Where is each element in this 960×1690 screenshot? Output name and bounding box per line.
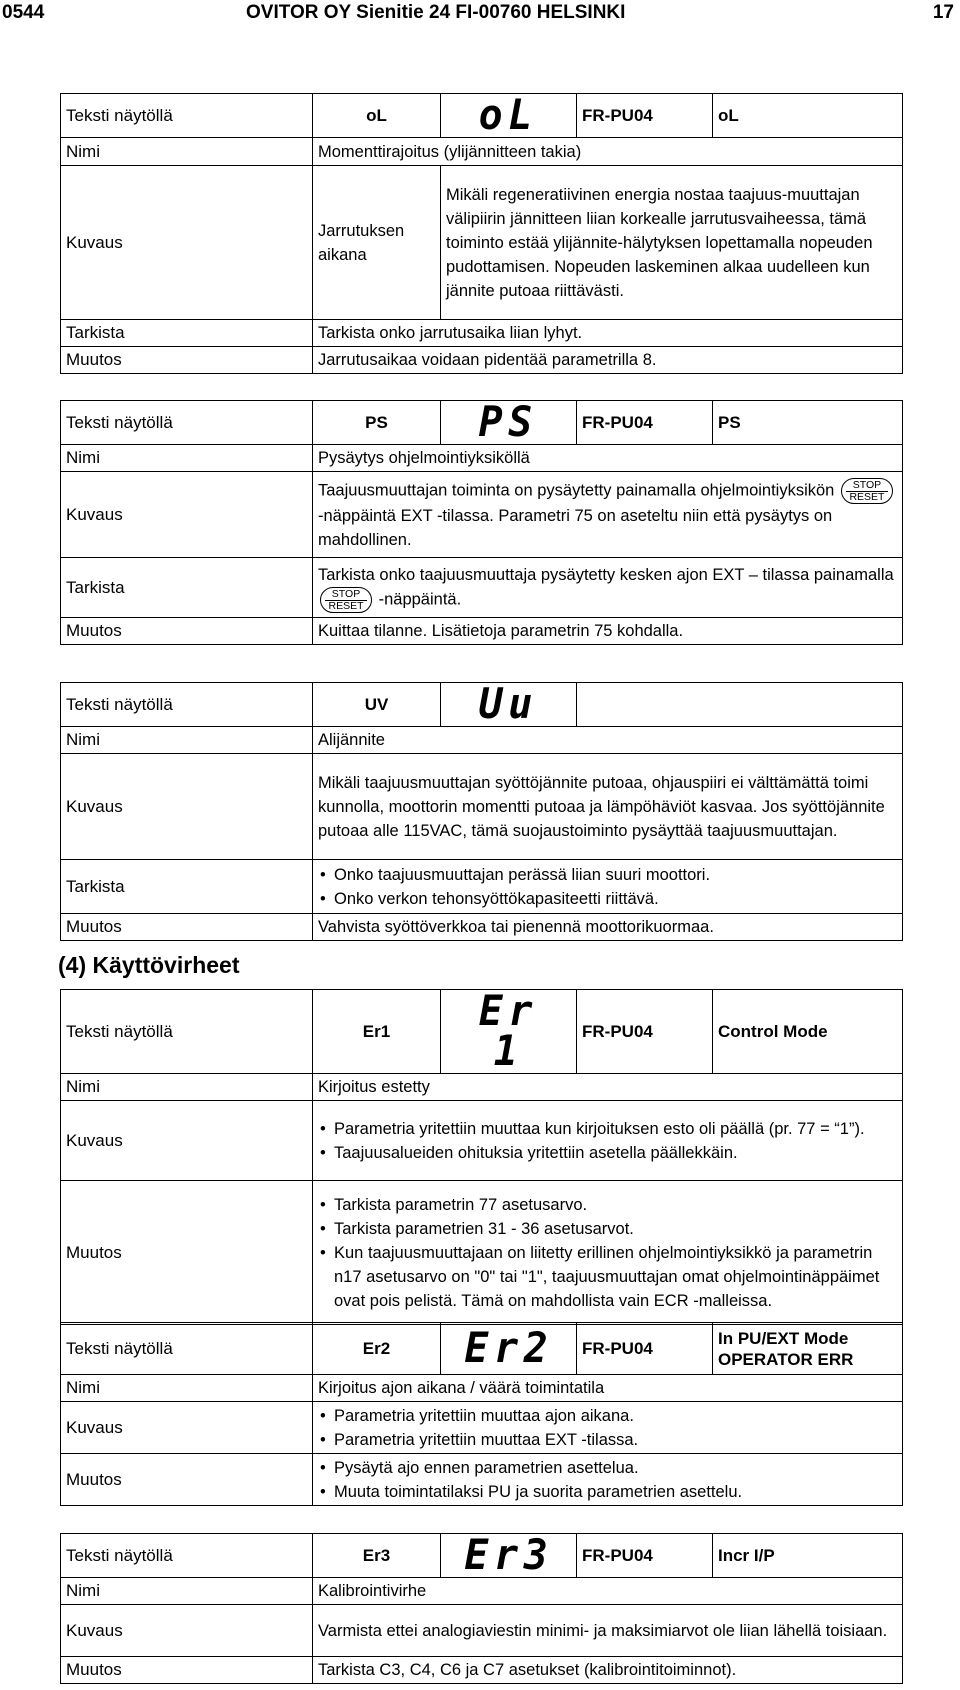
pu-model: FR-PU04 xyxy=(577,1323,713,1375)
label-change: Muutos xyxy=(61,347,313,374)
list-item: • Parametria yritettiin muuttaa kun kirjoituksen esto oli päällä (pr. 77 = “1”). xyxy=(334,1117,897,1141)
fault-description xyxy=(313,472,903,558)
stop-reset-key-icon: STOP RESET xyxy=(841,478,893,504)
list-item: • Tarkista parametrin 77 asetusarvo. xyxy=(334,1193,897,1217)
fault-description: Varmista ettei analogiaviestin minimi- ja maksimiarvot ole liian lähellä toisiaan. xyxy=(313,1605,903,1657)
label-display: Teksti näytöllä xyxy=(61,1534,313,1578)
label-display: Teksti näytöllä xyxy=(61,401,313,445)
fault-change: Vahvista syöttöverkkoa tai pienennä moottorikuormaa. xyxy=(313,914,903,941)
check-text-2: -näppäintä. xyxy=(378,589,462,608)
check-text-1: Tarkista onko taajuusmuuttaja pysäytetty kesken ajon EXT – tilassa painamalla xyxy=(318,565,894,584)
list-item: • Muuta toimintatilaksi PU ja suorita parametrien asettelu. xyxy=(334,1480,897,1504)
pu-model: FR-PU04 xyxy=(577,401,713,445)
fault-name: Kirjoitus ajon aikana / väärä toimintatila xyxy=(313,1375,903,1402)
list-item: • Tarkista parametrien 31 - 36 asetusarvot. xyxy=(334,1217,897,1241)
stop-reset-key-icon: STOP RESET xyxy=(320,587,372,613)
list-item: • Parametria yritettiin muuttaa ajon aikana. xyxy=(334,1404,897,1428)
fault-name: Pysäytys ohjelmointiyksiköllä xyxy=(313,445,903,472)
segment-display: Er2 xyxy=(441,1323,577,1375)
fault-table-uv xyxy=(60,679,903,941)
description-text-2: -näppäintä EXT -tilassa. Parametri 75 on aseteltu niin että pysäytys on mahdollinen. xyxy=(318,506,833,549)
description-subheading: Jarrutuksen aikana xyxy=(313,166,441,320)
fault-code: UV xyxy=(313,683,441,727)
label-change: Muutos xyxy=(61,1181,313,1325)
label-display: Teksti näytöllä xyxy=(61,683,313,727)
fault-check: Tarkista onko jarrutusaika liian lyhyt. xyxy=(313,320,903,347)
operator-text: In PU/EXT Mode OPERATOR ERR xyxy=(713,1323,903,1375)
segment-display: oL xyxy=(441,94,577,138)
fault-change: Tarkista C3, C4, C6 ja C7 asetukset (kalibrointitoiminnot). xyxy=(313,1657,903,1684)
label-display: Teksti näytöllä xyxy=(61,94,313,138)
label-display: Teksti näytöllä xyxy=(61,1323,313,1375)
fault-change: Kuittaa tilanne. Lisätietoja parametrin 75 kohdalla. xyxy=(313,618,903,645)
label-check: Tarkista xyxy=(61,320,313,347)
label-name: Nimi xyxy=(61,1074,313,1101)
segment-display: Er 1 xyxy=(441,990,577,1074)
fault-table-ol xyxy=(60,90,903,374)
fault-table-ps xyxy=(60,397,903,645)
list-item: • Pysäytä ajo ennen parametrien asettelua. xyxy=(334,1456,897,1480)
empty-cell xyxy=(577,683,903,727)
label-name: Nimi xyxy=(61,1578,313,1605)
label-description: Kuvaus xyxy=(61,754,313,860)
segment-display: PS xyxy=(441,401,577,445)
label-description: Kuvaus xyxy=(61,472,313,558)
fault-code: oL xyxy=(313,94,441,138)
label-description: Kuvaus xyxy=(61,166,313,320)
fault-name: Kirjoitus estetty xyxy=(313,1074,903,1101)
fault-code: Er1 xyxy=(313,990,441,1074)
list-item: • Taajuusalueiden ohituksia yritettiin asetella päällekkäin. xyxy=(334,1141,897,1165)
fault-name: Kalibrointivirhe xyxy=(313,1578,903,1605)
list-item: • Kun taajuusmuuttajaan on liitetty erillinen ohjelmointiyksikkö ja parametrin n17 asetusarvo on "0" tai "1", taajuusmuuttajan omat ohjelmointinäppäimet ovat pois pelistä. Tämä on mahdollista vain ECR -malleissa. xyxy=(334,1241,897,1313)
description-text-1: Taajuusmuuttajan toiminta on pysäytetty painamalla ohjelmointiyksikön xyxy=(318,480,835,499)
section-title: (4) Käyttövirheet xyxy=(58,952,240,978)
fault-check xyxy=(313,558,903,618)
fault-code: PS xyxy=(313,401,441,445)
fault-code: Er3 xyxy=(313,1534,441,1578)
fault-description: Mikäli regeneratiivinen energia nostaa taajuus-muuttajan välipiirin jännitteen liian korkealle jarrutusvaiheessa, tämä toiminto estää ylijännite-hälytyksen lopettamalla nopeuden pudottamisen. Nopeuden laskeminen alkaa uudelleen kun jännite putoaa riittävästi. xyxy=(441,166,903,320)
label-name: Nimi xyxy=(61,1375,313,1402)
company-address: OVITOR OY Sienitie 24 FI-00760 HELSINKI xyxy=(246,2,626,23)
list-item: • Parametria yritettiin muuttaa EXT -tilassa. xyxy=(334,1428,897,1452)
fault-name: Alijännite xyxy=(313,727,903,754)
operator-text: oL xyxy=(713,94,903,138)
segment-display: Er3 xyxy=(441,1534,577,1578)
label-change: Muutos xyxy=(61,618,313,645)
label-name: Nimi xyxy=(61,727,313,754)
operator-text: Control Mode xyxy=(713,990,903,1074)
page-number: 0544 xyxy=(2,2,45,23)
fault-name: Momenttirajoitus (ylijännitteen takia) xyxy=(313,138,903,166)
label-display: Teksti näytöllä xyxy=(61,990,313,1074)
label-description: Kuvaus xyxy=(61,1402,313,1454)
fault-table-er1 xyxy=(60,986,903,1325)
label-name: Nimi xyxy=(61,138,313,166)
label-description: Kuvaus xyxy=(61,1605,313,1657)
operator-text: Incr I/P xyxy=(713,1534,903,1578)
pu-model: FR-PU04 xyxy=(577,990,713,1074)
fault-change xyxy=(313,1454,903,1506)
label-change: Muutos xyxy=(61,1454,313,1506)
label-name: Nimi xyxy=(61,445,313,472)
fault-table-er2 xyxy=(60,1322,903,1506)
fault-description: Mikäli taajuusmuuttajan syöttöjännite putoaa, ohjauspiiri ei välttämättä toimi kunnolla, moottorin momentti putoaa ja lämpöhäviöt kasvaa. Jos syöttöjännite putoaa alle 115VAC, tämä suojaustoiminto pysäyttää taajuusmuuttajan. xyxy=(313,754,903,860)
fault-change xyxy=(313,1181,903,1325)
fault-check xyxy=(313,860,903,914)
label-check: Tarkista xyxy=(61,558,313,618)
list-item: • Onko verkon tehonsyöttökapasiteetti riittävä. xyxy=(334,887,897,911)
label-description: Kuvaus xyxy=(61,1101,313,1181)
pu-model: FR-PU04 xyxy=(577,94,713,138)
list-item: • Onko taajuusmuuttajan perässä liian suuri moottori. xyxy=(334,863,897,887)
label-change: Muutos xyxy=(61,1657,313,1684)
label-change: Muutos xyxy=(61,914,313,941)
fault-description xyxy=(313,1101,903,1181)
label-check: Tarkista xyxy=(61,860,313,914)
pu-model: FR-PU04 xyxy=(577,1534,713,1578)
fault-code: Er2 xyxy=(313,1323,441,1375)
page-header xyxy=(0,0,960,26)
operator-text: PS xyxy=(713,401,903,445)
fault-description xyxy=(313,1402,903,1454)
fault-table-er3 xyxy=(60,1530,903,1684)
page-index: 17 xyxy=(932,2,954,23)
segment-display: Uu xyxy=(441,683,577,727)
fault-change: Jarrutusaikaa voidaan pidentää parametrilla 8. xyxy=(313,347,903,374)
